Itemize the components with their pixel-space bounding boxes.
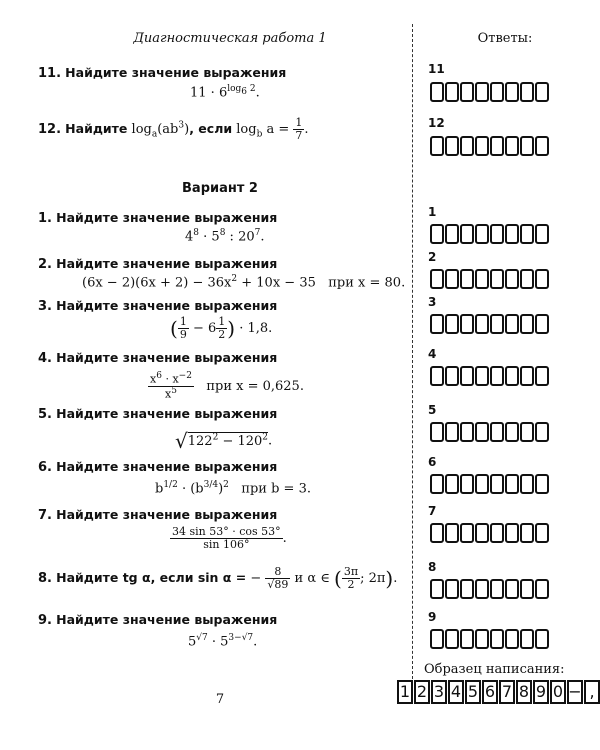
answer-row-v3 xyxy=(430,314,550,334)
answer-cell[interactable] xyxy=(475,224,489,244)
answer-cell[interactable] xyxy=(460,422,474,442)
answer-cell[interactable] xyxy=(475,523,489,543)
answer-label-v4: 4 xyxy=(428,347,437,361)
answer-cell[interactable] xyxy=(430,523,444,543)
answer-cell[interactable] xyxy=(445,474,459,494)
answer-cell[interactable] xyxy=(520,314,534,334)
question-number: 8. xyxy=(38,571,52,587)
answer-cell[interactable] xyxy=(430,314,444,334)
question-number: 2. xyxy=(38,257,52,272)
answer-cell[interactable] xyxy=(490,474,504,494)
answer-cell[interactable] xyxy=(490,82,504,102)
question-text-tail: , если xyxy=(189,121,233,137)
answer-cell[interactable] xyxy=(535,422,549,442)
question-text: Найдите значение выражения xyxy=(56,256,278,271)
answer-cell[interactable] xyxy=(445,629,459,649)
question-number: 3. xyxy=(38,299,52,314)
answer-cell[interactable] xyxy=(445,82,459,102)
answer-cell[interactable] xyxy=(505,136,519,156)
answer-cell[interactable] xyxy=(535,82,549,102)
sample-char: 5 xyxy=(465,680,481,704)
question-text: Найдите tg α, если sin α = xyxy=(56,570,247,586)
expression-12: $\log_a(ab^3)$ xyxy=(131,120,190,140)
answer-cell[interactable] xyxy=(490,579,504,599)
answer-cell[interactable] xyxy=(460,269,474,289)
answer-cell[interactable] xyxy=(535,314,549,334)
expression-3: ( $\frac{1}{9}$ − 6 $\frac{1}{2}$ ) · 1,8. xyxy=(170,315,273,342)
question-11 xyxy=(38,65,286,81)
answer-cell[interactable] xyxy=(535,269,549,289)
sample-char: 0 xyxy=(550,680,566,704)
answer-cell[interactable] xyxy=(505,82,519,102)
answer-cell[interactable] xyxy=(490,422,504,442)
expression-1: $4^8 \cdot 5^8$ : $20^7$. xyxy=(185,228,265,245)
expression-6: $b^{1/2} \cdot (b^{3/4})^2$ при b = 3. xyxy=(155,480,311,497)
answer-row-v2 xyxy=(430,269,550,289)
question-5 xyxy=(38,406,277,422)
answer-row-v4 xyxy=(430,366,550,386)
answer-cell[interactable] xyxy=(460,366,474,386)
answer-cell[interactable] xyxy=(460,579,474,599)
answer-cell[interactable] xyxy=(430,474,444,494)
expression-2: $(6x - 2)(6x + 2) - 36x^2 + 10x - 35$ при x = 80. xyxy=(82,274,406,291)
answer-cell[interactable] xyxy=(490,523,504,543)
expression-suffix: при x = 0,625. xyxy=(206,378,304,394)
answer-cell[interactable] xyxy=(475,136,489,156)
question-text: Найдите значение выражения xyxy=(56,507,278,522)
answer-label-v7: 7 xyxy=(428,504,437,518)
answer-cell[interactable] xyxy=(535,579,549,599)
question-8 xyxy=(38,566,397,591)
answer-cell[interactable] xyxy=(535,224,549,244)
question-number: 11. xyxy=(38,66,62,81)
answer-cell[interactable] xyxy=(505,579,519,599)
sample-label: Образец написания: xyxy=(424,662,565,677)
answer-cell[interactable] xyxy=(445,579,459,599)
answer-cell[interactable] xyxy=(475,474,489,494)
answer-cell[interactable] xyxy=(475,82,489,102)
answers-title: Ответы: xyxy=(477,31,533,46)
question-6 xyxy=(38,459,277,475)
answer-cell[interactable] xyxy=(445,224,459,244)
sample-char: , xyxy=(584,680,600,704)
answer-cell[interactable] xyxy=(460,474,474,494)
question-9 xyxy=(38,612,277,628)
question-text: Найдите значение выражения xyxy=(56,406,278,421)
answer-cell[interactable] xyxy=(475,579,489,599)
answer-row-v8 xyxy=(430,579,550,599)
answer-label-v2: 2 xyxy=(428,250,437,264)
answer-row-v9 xyxy=(430,629,550,649)
answer-cell[interactable] xyxy=(430,366,444,386)
answer-cell[interactable] xyxy=(520,366,534,386)
answer-row-v5 xyxy=(430,422,550,442)
answer-cell[interactable] xyxy=(445,422,459,442)
question-text: Найдите значение выражения xyxy=(56,459,278,474)
answer-row-11 xyxy=(430,82,550,102)
question-2 xyxy=(38,256,277,272)
question-1 xyxy=(38,210,277,226)
expression-8: − $\frac{8}{√89}$ и α ∈ ( $\frac{3\pi}{2}$ ; 2π). xyxy=(250,565,398,592)
answer-cell[interactable] xyxy=(490,314,504,334)
expression-11: $11 \cdot 6^{log_6 2}$. xyxy=(190,84,260,101)
answer-cell[interactable] xyxy=(460,314,474,334)
answer-cell[interactable] xyxy=(490,366,504,386)
answer-cell[interactable] xyxy=(535,366,549,386)
question-3 xyxy=(38,298,277,314)
question-text: Найдите значение выражения xyxy=(56,350,278,365)
answer-cell[interactable] xyxy=(505,523,519,543)
sample-char: 3 xyxy=(431,680,447,704)
question-text: Найдите значение выражения xyxy=(56,298,278,313)
question-number: 6. xyxy=(38,460,52,475)
question-number: 1. xyxy=(38,211,52,226)
answer-cell[interactable] xyxy=(520,422,534,442)
sample-char: 6 xyxy=(482,680,498,704)
sample-row xyxy=(397,680,600,704)
question-4 xyxy=(38,350,277,366)
sample-char: 9 xyxy=(533,680,549,704)
answer-cell[interactable] xyxy=(505,629,519,649)
answer-cell[interactable] xyxy=(460,136,474,156)
answer-cell[interactable] xyxy=(430,629,444,649)
answer-cell[interactable] xyxy=(490,224,504,244)
answer-cell[interactable] xyxy=(475,629,489,649)
sample-char: 1 xyxy=(397,680,413,704)
answer-cell[interactable] xyxy=(430,579,444,599)
answer-cell[interactable] xyxy=(445,314,459,334)
answer-label-v5: 5 xyxy=(428,403,437,417)
question-text: Найдите xyxy=(65,121,128,137)
answer-cell[interactable] xyxy=(445,136,459,156)
answer-cell[interactable] xyxy=(505,224,519,244)
dashed-divider xyxy=(412,24,413,684)
answer-cell[interactable] xyxy=(520,523,534,543)
question-text: Найдите значение выражения xyxy=(65,65,287,80)
question-number: 12. xyxy=(38,122,62,138)
answer-cell[interactable] xyxy=(460,523,474,543)
answer-cell[interactable] xyxy=(475,269,489,289)
answer-cell[interactable] xyxy=(505,314,519,334)
answer-cell[interactable] xyxy=(535,629,549,649)
answer-label-11: 11 xyxy=(428,62,445,76)
answer-cell[interactable] xyxy=(430,82,444,102)
answer-cell[interactable] xyxy=(445,366,459,386)
answer-cell[interactable] xyxy=(490,269,504,289)
question-12: 12. Найдите $\log_a(ab^3)$, если $\log_b a$ = $\frac{1}{7}$ . xyxy=(38,116,309,143)
answer-cell[interactable] xyxy=(430,224,444,244)
answer-cell[interactable] xyxy=(430,136,444,156)
answer-cell[interactable] xyxy=(460,629,474,649)
expression-4: $\frac{x^6 \cdot x^{-2}}{x^5}$ при x = 0,625. xyxy=(150,371,304,401)
question-number: 4. xyxy=(38,351,52,366)
expression-9: $5^{√7} \cdot 5^{3-√7}$. xyxy=(188,633,258,650)
expression-suffix: при x = 80. xyxy=(328,275,406,291)
answer-cell[interactable] xyxy=(430,422,444,442)
answer-cell[interactable] xyxy=(490,629,504,649)
answer-row-12 xyxy=(430,136,550,156)
answer-label-v1: 1 xyxy=(428,205,437,219)
answer-cell[interactable] xyxy=(475,314,489,334)
question-text: Найдите значение выражения xyxy=(56,210,278,225)
answer-cell[interactable] xyxy=(505,422,519,442)
answer-cell[interactable] xyxy=(505,269,519,289)
answer-cell[interactable] xyxy=(445,523,459,543)
answer-label-v3: 3 xyxy=(428,295,437,309)
answer-cell[interactable] xyxy=(520,629,534,649)
answer-cell[interactable] xyxy=(520,224,534,244)
answer-label-v6: 6 xyxy=(428,455,437,469)
answer-cell[interactable] xyxy=(460,224,474,244)
expression-7: $\frac{34 \sin 53^\circ \cdot \cos 53^\circ}{\sin 106^\circ}$ . xyxy=(172,525,287,552)
header-title: Диагностическая работа 1 xyxy=(133,31,327,46)
answer-row-v7 xyxy=(430,523,550,543)
answer-cell[interactable] xyxy=(430,269,444,289)
sample-char: 8 xyxy=(516,680,532,704)
answer-row-v1 xyxy=(430,224,550,244)
answer-cell[interactable] xyxy=(490,136,504,156)
answer-cell[interactable] xyxy=(475,422,489,442)
answer-cell[interactable] xyxy=(535,523,549,543)
variant-title: Вариант 2 xyxy=(182,181,258,196)
question-number: 5. xyxy=(38,407,52,422)
answer-cell[interactable] xyxy=(520,269,534,289)
answer-cell[interactable] xyxy=(535,136,549,156)
answer-cell[interactable] xyxy=(475,366,489,386)
expression-5: $√122^2 - 120^2$. xyxy=(175,429,273,453)
sample-char: 2 xyxy=(414,680,430,704)
answer-cell[interactable] xyxy=(520,579,534,599)
answer-label-12: 12 xyxy=(428,116,445,130)
sample-char: 7 xyxy=(499,680,515,704)
answer-cell[interactable] xyxy=(505,366,519,386)
answer-cell[interactable] xyxy=(535,474,549,494)
question-number: 9. xyxy=(38,613,52,628)
answer-row-v6 xyxy=(430,474,550,494)
answer-cell[interactable] xyxy=(460,82,474,102)
answer-cell[interactable] xyxy=(445,269,459,289)
answer-cell[interactable] xyxy=(520,474,534,494)
answer-label-v8: 8 xyxy=(428,560,437,574)
page-number: 7 xyxy=(215,692,225,707)
sample-char: − xyxy=(567,680,583,704)
question-7 xyxy=(38,507,277,523)
expression-suffix: при b = 3. xyxy=(241,481,311,497)
answer-label-v9: 9 xyxy=(428,610,437,624)
answer-cell[interactable] xyxy=(505,474,519,494)
question-number: 7. xyxy=(38,508,52,523)
sample-char: 4 xyxy=(448,680,464,704)
answer-cell[interactable] xyxy=(520,82,534,102)
question-text: Найдите значение выражения xyxy=(56,612,278,627)
answer-cell[interactable] xyxy=(520,136,534,156)
